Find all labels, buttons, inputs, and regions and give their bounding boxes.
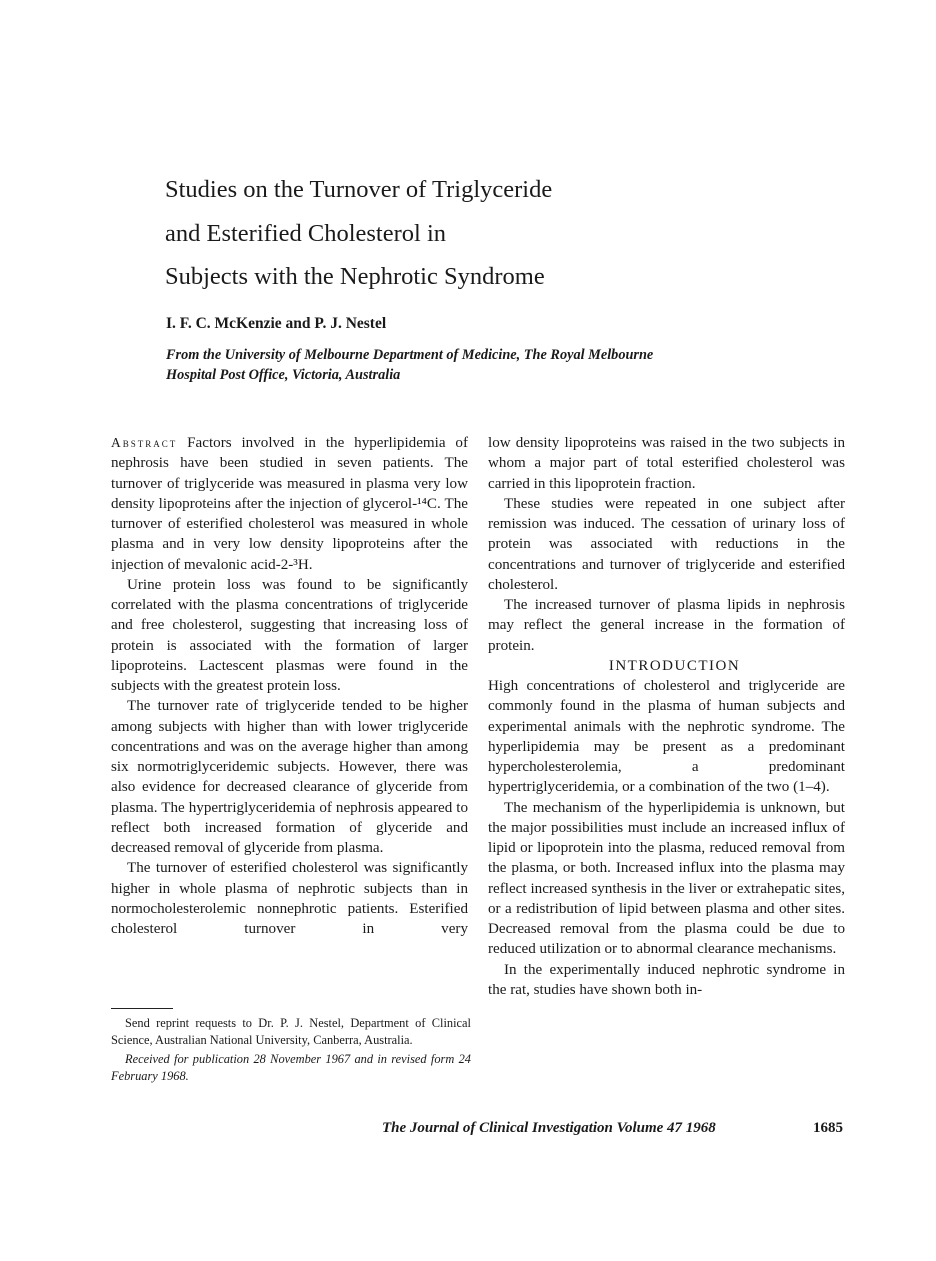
affiliation-line-1: From the University of Melbourne Department of Medicine, The Royal Melbourne bbox=[166, 347, 654, 363]
abstract-paragraph-5: These studies were repeated in one subject after remission was induced. The cessation of urinary loss of protein was associated with reductions in the concentrations and turnover of triglyceride and esterified cholesterol. bbox=[488, 495, 845, 593]
abstract-paragraph-2: Urine protein loss was found to be significantly correlated with the plasma concentrations of triglyceride and free cholesterol, suggesting that increasing loss of protein is associated with the formation of larger lipoproteins. Lactescent plasmas were found in the subjects with the greatest protein loss. bbox=[111, 576, 468, 694]
journal-citation: The Journal of Clinical Investigation Volume 47 1968 bbox=[382, 1120, 716, 1136]
affiliation-line-2: Hospital Post Office, Victoria, Australia bbox=[166, 367, 401, 383]
introduction-paragraph-3: In the experimentally induced nephrotic syndrome in the rat, studies have shown both in- bbox=[488, 961, 845, 998]
footnote-rule bbox=[111, 1008, 173, 1009]
left-column bbox=[111, 433, 468, 939]
introduction-heading: INTRODUCTION bbox=[608, 657, 741, 674]
article-title bbox=[165, 168, 765, 299]
footnote-received: Received for publication 28 November 1967 and in revised form 24 February 1968. bbox=[111, 1052, 471, 1083]
title-line-3: Subjects with the Nephrotic Syndrome bbox=[165, 263, 545, 290]
page-number: 1685 bbox=[813, 1120, 843, 1136]
footnote-reprint: Send reprint requests to Dr. P. J. Nestel, Department of Clinical Science, Australian National University, Canberra, Australia. bbox=[111, 1016, 471, 1047]
affiliation bbox=[166, 345, 766, 385]
footnotes bbox=[111, 1015, 471, 1087]
introduction-paragraph-1: High concentrations of cholesterol and triglyceride are commonly found in the plasma of human subjects and experimental animals with the nephrotic syndrome. The hyperlipidemia may be present as a predominant hypercholesterolemia, a predominant hypertriglyceridemia, or a combination of the two (1–4). bbox=[488, 678, 845, 796]
abstract-paragraph-4-continued: low density lipoproteins was raised in the two subjects in whom a major part of total esterified cholesterol was carried in this lipoprotein fraction. bbox=[488, 435, 845, 492]
abstract-paragraph-3: The turnover rate of triglyceride tended to be higher among subjects with higher than with lower triglyceride concentrations and was on the average higher than among six normotriglyceridemic subjects. However, there was also evidence for decreased clearance of glyceride from plasma. The hypertriglyceridemia of nephrosis appeared to reflect both increased formation of glyceride and decreased removal of glyceride from plasma. bbox=[111, 698, 468, 856]
abstract-label: Abstract bbox=[111, 435, 178, 450]
introduction-paragraph-2: The mechanism of the hyperlipidemia is unknown, but the major possibilities must include an increased influx of lipid or lipoprotein into the plasma, reduced removal from the plasma, or both. Increased influx into the plasma may reflect increased synthesis in the liver or extrahepatic sites, or a redistribution of lipid between plasma and other sites. Decreased removal from the plasma could be due to reduced utilization or to abnormal clearance mechanisms. bbox=[488, 799, 845, 958]
right-column-content bbox=[488, 433, 845, 1000]
abstract-text-1: Factors involved in the hyperlipidemia of nephrosis have been studied in seven patients. The turnover of triglyceride was measured in plasma very low density lipoproteins after the injection of glycerol-¹⁴C. The turnover of esterified cholesterol was measured in whole plasma and in very low density lipoproteins after the injection of mevalonic acid-2-³H. bbox=[111, 435, 468, 573]
abstract-paragraph-4: The turnover of esterified cholesterol was significantly higher in whole plasma of nephrotic subjects than in normocholesterolemic nonnephrotic patients. Esterified cholesterol turnover in very bbox=[111, 860, 468, 937]
abstract-paragraph-1 bbox=[111, 433, 468, 575]
abstract-paragraph-6: The increased turnover of plasma lipids in nephrosis may reflect the general increase in the formation of protein. bbox=[488, 597, 845, 654]
title-line-2: and Esterified Cholesterol in bbox=[165, 219, 446, 247]
title-line-1: Studies on the Turnover of Triglyceride bbox=[165, 176, 553, 203]
authors: I. F. C. McKenzie and P. J. Nestel bbox=[166, 315, 387, 332]
